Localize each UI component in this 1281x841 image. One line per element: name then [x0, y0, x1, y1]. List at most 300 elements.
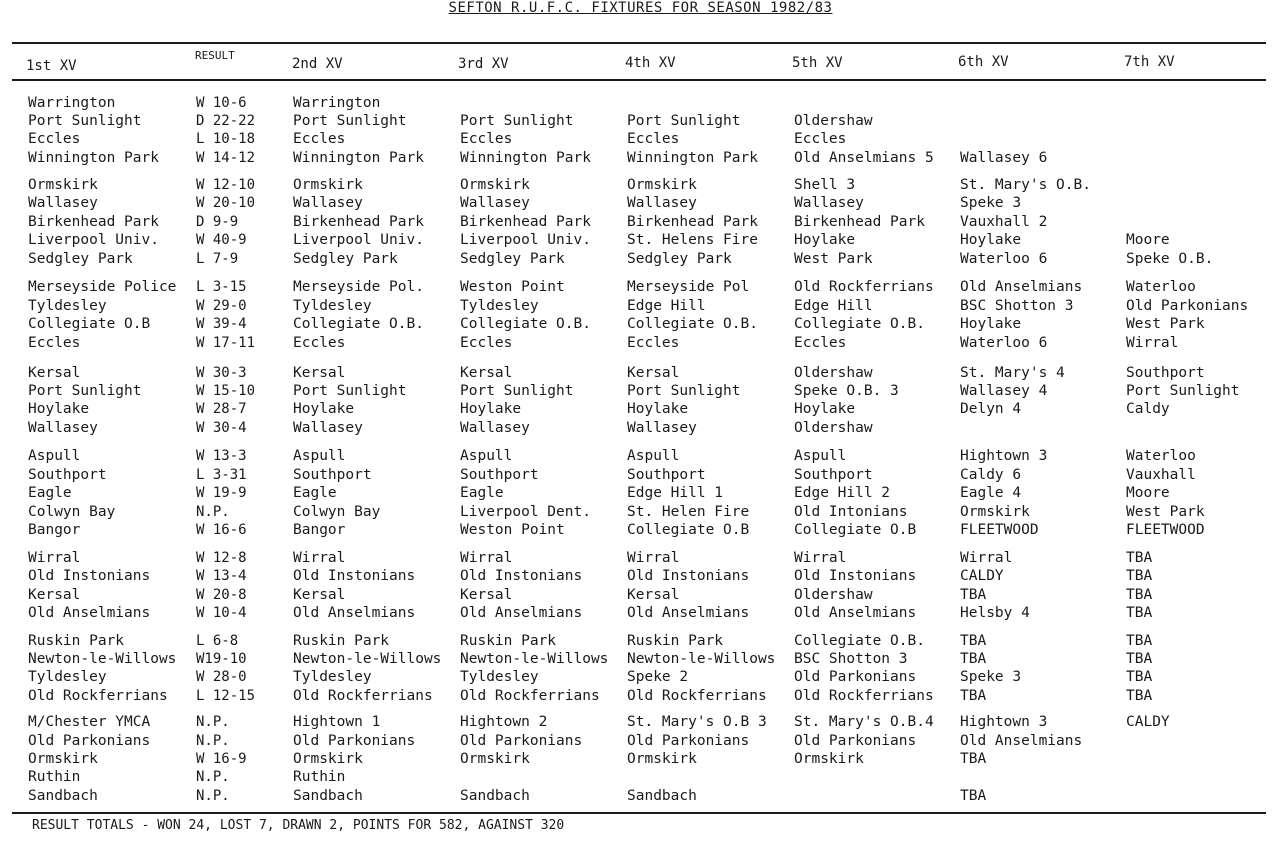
fixture-row — [0, 250, 1281, 268]
cell-first-xv: Old Anselmians — [28, 605, 151, 621]
cell-fourth-xv: Old Instonians — [627, 568, 750, 584]
cell-third-xv: Eccles — [460, 335, 513, 351]
cell-fourth-xv: Winnington Park — [627, 150, 758, 166]
cell-sixth-xv: Speke 3 — [960, 195, 1022, 211]
cell-sixth-xv: TBA — [960, 587, 987, 603]
cell-second-xv: Old Instonians — [293, 568, 416, 584]
cell-result: L 12-15 — [196, 688, 256, 704]
cell-result: W 13-3 — [196, 448, 247, 464]
cell-fifth-xv: Speke O.B. 3 — [794, 383, 899, 399]
cell-sixth-xv: CALDY — [960, 568, 1004, 584]
cell-second-xv: Kersal — [293, 365, 346, 381]
cell-second-xv: Port Sunlight — [293, 113, 407, 129]
cell-third-xv: Weston Point — [460, 279, 565, 295]
cell-result: N.P. — [196, 714, 230, 730]
cell-second-xv: Tyldesley — [293, 298, 372, 314]
cell-first-xv: Merseyside Police — [28, 279, 177, 295]
cell-fourth-xv: Port Sunlight — [627, 383, 741, 399]
cell-seventh-xv: Port Sunlight — [1126, 383, 1240, 399]
fixture-row — [0, 713, 1281, 731]
bottom-rule — [12, 812, 1266, 814]
cell-fifth-xv: Wirral — [794, 550, 847, 566]
cell-first-xv: Tyldesley — [28, 298, 107, 314]
cell-sixth-xv: Hightown 3 — [960, 448, 1048, 464]
cell-sixth-xv: TBA — [960, 633, 987, 649]
cell-fifth-xv: Old Parkonians — [794, 669, 917, 685]
cell-fifth-xv: Hoylake — [794, 232, 856, 248]
cell-second-xv: Sandbach — [293, 788, 363, 804]
cell-third-xv: Liverpool Univ. — [460, 232, 591, 248]
cell-fourth-xv: Collegiate O.B. — [627, 316, 758, 332]
cell-fourth-xv: Collegiate O.B — [627, 522, 750, 538]
cell-third-xv: Wallasey — [460, 195, 530, 211]
cell-third-xv: Tyldesley — [460, 669, 539, 685]
cell-second-xv: Winnington Park — [293, 150, 424, 166]
cell-second-xv: Liverpool Univ. — [293, 232, 424, 248]
cell-seventh-xv: TBA — [1126, 568, 1153, 584]
cell-sixth-xv: St. Mary's 4 — [960, 365, 1065, 381]
cell-fifth-xv: Old Instonians — [794, 568, 917, 584]
cell-second-xv: Eccles — [293, 335, 346, 351]
header-1st-xv: 1st XV — [26, 58, 77, 74]
cell-result: W 14-12 — [196, 150, 256, 166]
cell-first-xv: Kersal — [28, 587, 81, 603]
cell-fourth-xv: Sandbach — [627, 788, 697, 804]
cell-fourth-xv: Merseyside Pol — [627, 279, 750, 295]
cell-sixth-xv: Eagle 4 — [960, 485, 1022, 501]
fixture-row — [0, 382, 1281, 400]
cell-fourth-xv: Eccles — [627, 335, 680, 351]
cell-result: W 40-9 — [196, 232, 247, 248]
cell-second-xv: Eccles — [293, 131, 346, 147]
cell-seventh-xv: West Park — [1126, 504, 1205, 520]
cell-first-xv: Newton-le-Willows — [28, 651, 177, 667]
cell-sixth-xv: Old Anselmians — [960, 733, 1083, 749]
cell-fourth-xv: Old Parkonians — [627, 733, 750, 749]
cell-result: N.P. — [196, 788, 230, 804]
fixture-row — [0, 567, 1281, 585]
cell-fifth-xv: Shell 3 — [794, 177, 856, 193]
cell-result: W 12-8 — [196, 550, 247, 566]
cell-sixth-xv: Caldy 6 — [960, 467, 1022, 483]
cell-fifth-xv: Edge Hill 2 — [794, 485, 891, 501]
cell-sixth-xv: Hightown 3 — [960, 714, 1048, 730]
cell-fourth-xv: Birkenhead Park — [627, 214, 758, 230]
fixture-row — [0, 586, 1281, 604]
fixture-row — [0, 400, 1281, 418]
cell-result: W 16-9 — [196, 751, 247, 767]
cell-first-xv: Birkenhead Park — [28, 214, 159, 230]
cell-fourth-xv: Wallasey — [627, 195, 697, 211]
cell-first-xv: Wirral — [28, 550, 81, 566]
cell-result: D 22-22 — [196, 113, 256, 129]
cell-second-xv: Old Parkonians — [293, 733, 416, 749]
cell-seventh-xv: TBA — [1126, 633, 1153, 649]
cell-second-xv: Merseyside Pol. — [293, 279, 424, 295]
cell-fifth-xv: Hoylake — [794, 401, 856, 417]
cell-second-xv: Sedgley Park — [293, 251, 398, 267]
fixture-row — [0, 732, 1281, 750]
fixture-row — [0, 549, 1281, 567]
cell-sixth-xv: Hoylake — [960, 232, 1022, 248]
cell-seventh-xv: FLEETWOOD — [1126, 522, 1205, 538]
cell-second-xv: Warrington — [293, 95, 381, 111]
cell-fifth-xv: Oldershaw — [794, 365, 873, 381]
cell-second-xv: Collegiate O.B. — [293, 316, 424, 332]
cell-fifth-xv: BSC Shotton 3 — [794, 651, 908, 667]
cell-fourth-xv: Sedgley Park — [627, 251, 732, 267]
cell-second-xv: Tyldesley — [293, 669, 372, 685]
cell-second-xv: Hoylake — [293, 401, 355, 417]
cell-result: W 39-4 — [196, 316, 247, 332]
header-7th-xv: 7th XV — [1124, 54, 1175, 70]
cell-sixth-xv: Waterloo 6 — [960, 335, 1048, 351]
cell-sixth-xv: BSC Shotton 3 — [960, 298, 1074, 314]
fixture-row — [0, 604, 1281, 622]
cell-fourth-xv: Kersal — [627, 365, 680, 381]
cell-sixth-xv: TBA — [960, 788, 987, 804]
cell-fourth-xv: Ormskirk — [627, 177, 697, 193]
fixture-row — [0, 194, 1281, 212]
cell-seventh-xv: Moore — [1126, 485, 1170, 501]
cell-third-xv: Hightown 2 — [460, 714, 548, 730]
cell-fifth-xv: Oldershaw — [794, 587, 873, 603]
cell-third-xv: Ormskirk — [460, 177, 530, 193]
cell-fourth-xv: Edge Hill 1 — [627, 485, 724, 501]
cell-fourth-xv: Wirral — [627, 550, 680, 566]
cell-second-xv: Wallasey — [293, 420, 363, 436]
cell-second-xv: Bangor — [293, 522, 346, 538]
cell-third-xv: Eagle — [460, 485, 504, 501]
cell-result: W 13-4 — [196, 568, 247, 584]
cell-sixth-xv: TBA — [960, 688, 987, 704]
cell-fifth-xv: St. Mary's O.B.4 — [794, 714, 934, 730]
cell-fifth-xv: Aspull — [794, 448, 847, 464]
cell-sixth-xv: Delyn 4 — [960, 401, 1022, 417]
cell-second-xv: Southport — [293, 467, 372, 483]
cell-fifth-xv: Wallasey — [794, 195, 864, 211]
cell-fifth-xv: Edge Hill — [794, 298, 873, 314]
cell-seventh-xv: TBA — [1126, 550, 1153, 566]
cell-fifth-xv: Oldershaw — [794, 420, 873, 436]
cell-sixth-xv: TBA — [960, 651, 987, 667]
cell-first-xv: Collegiate O.B — [28, 316, 151, 332]
cell-first-xv: Ruthin — [28, 769, 81, 785]
cell-seventh-xv: Moore — [1126, 232, 1170, 248]
cell-sixth-xv: TBA — [960, 751, 987, 767]
cell-result: W 10-4 — [196, 605, 247, 621]
cell-sixth-xv: Helsby 4 — [960, 605, 1030, 621]
cell-result: W 29-0 — [196, 298, 247, 314]
cell-first-xv: Sedgley Park — [28, 251, 133, 267]
cell-second-xv: Colwyn Bay — [293, 504, 381, 520]
cell-first-xv: Liverpool Univ. — [28, 232, 159, 248]
cell-fourth-xv: Old Anselmians — [627, 605, 750, 621]
cell-sixth-xv: Wallasey 4 — [960, 383, 1048, 399]
cell-seventh-xv: TBA — [1126, 587, 1153, 603]
cell-third-xv: Eccles — [460, 131, 513, 147]
fixture-row — [0, 503, 1281, 521]
cell-second-xv: Port Sunlight — [293, 383, 407, 399]
cell-result: L 3-31 — [196, 467, 247, 483]
cell-third-xv: Kersal — [460, 587, 513, 603]
cell-sixth-xv: St. Mary's O.B. — [960, 177, 1091, 193]
header-3rd-xv: 3rd XV — [458, 56, 509, 72]
fixture-row — [0, 278, 1281, 296]
cell-sixth-xv: Waterloo 6 — [960, 251, 1048, 267]
cell-seventh-xv: TBA — [1126, 605, 1153, 621]
cell-sixth-xv: Vauxhall 2 — [960, 214, 1048, 230]
cell-third-xv: Old Parkonians — [460, 733, 583, 749]
cell-result: W 10-6 — [196, 95, 247, 111]
fixture-row — [0, 466, 1281, 484]
cell-third-xv: Newton-le-Willows — [460, 651, 609, 667]
cell-third-xv: Wirral — [460, 550, 513, 566]
cell-first-xv: Hoylake — [28, 401, 90, 417]
cell-fourth-xv: St. Helens Fire — [627, 232, 758, 248]
cell-fourth-xv: Eccles — [627, 131, 680, 147]
cell-third-xv: Port Sunlight — [460, 113, 574, 129]
cell-result: L 6-8 — [196, 633, 239, 649]
cell-fourth-xv: Newton-le-Willows — [627, 651, 776, 667]
cell-fifth-xv: Old Rockferrians — [794, 279, 934, 295]
cell-result: D 9-9 — [196, 214, 239, 230]
cell-result: W 17-11 — [196, 335, 256, 351]
cell-seventh-xv: Waterloo — [1126, 448, 1196, 464]
fixture-row — [0, 130, 1281, 148]
cell-seventh-xv: TBA — [1126, 688, 1153, 704]
header-6th-xv: 6th XV — [958, 54, 1009, 70]
cell-fourth-xv: St. Helen Fire — [627, 504, 750, 520]
cell-seventh-xv: Speke O.B. — [1126, 251, 1214, 267]
cell-third-xv: Sedgley Park — [460, 251, 565, 267]
cell-fourth-xv: Old Rockferrians — [627, 688, 767, 704]
fixture-row — [0, 94, 1281, 112]
cell-fourth-xv: Ruskin Park — [627, 633, 724, 649]
cell-third-xv: Hoylake — [460, 401, 522, 417]
cell-third-xv: Ormskirk — [460, 751, 530, 767]
cell-third-xv: Liverpool Dent. — [460, 504, 591, 520]
cell-second-xv: Ruthin — [293, 769, 346, 785]
cell-seventh-xv: Southport — [1126, 365, 1205, 381]
cell-first-xv: Bangor — [28, 522, 81, 538]
cell-result: W19-10 — [196, 651, 247, 667]
cell-result: W 16-6 — [196, 522, 247, 538]
fixture-row — [0, 447, 1281, 465]
cell-fifth-xv: Collegiate O.B. — [794, 633, 925, 649]
fixture-row — [0, 213, 1281, 231]
cell-first-xv: Port Sunlight — [28, 383, 142, 399]
cell-result: N.P. — [196, 769, 230, 785]
cell-third-xv: Tyldesley — [460, 298, 539, 314]
fixture-row — [0, 419, 1281, 437]
cell-fourth-xv: Southport — [627, 467, 706, 483]
cell-result: N.P. — [196, 504, 230, 520]
cell-result: W 30-3 — [196, 365, 247, 381]
cell-seventh-xv: Old Parkonians — [1126, 298, 1249, 314]
fixture-row — [0, 750, 1281, 768]
cell-sixth-xv: FLEETWOOD — [960, 522, 1039, 538]
cell-second-xv: Old Anselmians — [293, 605, 416, 621]
fixture-row — [0, 484, 1281, 502]
cell-second-xv: Birkenhead Park — [293, 214, 424, 230]
cell-fifth-xv: Old Intonians — [794, 504, 908, 520]
cell-first-xv: Old Rockferrians — [28, 688, 168, 704]
cell-third-xv: Old Instonians — [460, 568, 583, 584]
cell-seventh-xv: CALDY — [1126, 714, 1170, 730]
cell-first-xv: Southport — [28, 467, 107, 483]
fixture-row — [0, 176, 1281, 194]
cell-third-xv: Collegiate O.B. — [460, 316, 591, 332]
cell-result: N.P. — [196, 733, 230, 749]
cell-result: W 28-7 — [196, 401, 247, 417]
cell-third-xv: Kersal — [460, 365, 513, 381]
cell-fourth-xv: Kersal — [627, 587, 680, 603]
cell-first-xv: Old Instonians — [28, 568, 151, 584]
fixture-row — [0, 668, 1281, 686]
document-title: SEFTON R.U.F.C. FIXTURES FOR SEASON 1982/83 — [448, 0, 833, 16]
cell-result: L 3-15 — [196, 279, 247, 295]
cell-first-xv: Kersal — [28, 365, 81, 381]
cell-fifth-xv: Old Parkonians — [794, 733, 917, 749]
fixture-row — [0, 112, 1281, 130]
cell-fifth-xv: West Park — [794, 251, 873, 267]
cell-fifth-xv: Southport — [794, 467, 873, 483]
cell-fifth-xv: Collegiate O.B. — [794, 316, 925, 332]
cell-seventh-xv: TBA — [1126, 669, 1153, 685]
cell-second-xv: Wallasey — [293, 195, 363, 211]
cell-seventh-xv: Wirral — [1126, 335, 1179, 351]
cell-second-xv: Hightown 1 — [293, 714, 381, 730]
cell-result: W 19-9 — [196, 485, 247, 501]
fixture-row — [0, 768, 1281, 786]
header-5th-xv: 5th XV — [792, 55, 843, 71]
cell-fourth-xv: St. Mary's O.B 3 — [627, 714, 767, 730]
cell-second-xv: Newton-le-Willows — [293, 651, 442, 667]
fixture-row — [0, 364, 1281, 382]
cell-third-xv: Sandbach — [460, 788, 530, 804]
cell-sixth-xv: Hoylake — [960, 316, 1022, 332]
cell-third-xv: Southport — [460, 467, 539, 483]
cell-result: L 7-9 — [196, 251, 239, 267]
cell-fifth-xv: Eccles — [794, 335, 847, 351]
header-rule — [12, 79, 1266, 81]
cell-second-xv: Ormskirk — [293, 177, 363, 193]
cell-fourth-xv: Hoylake — [627, 401, 689, 417]
cell-first-xv: Wallasey — [28, 195, 98, 211]
cell-first-xv: Eagle — [28, 485, 72, 501]
cell-fifth-xv: Ormskirk — [794, 751, 864, 767]
cell-fourth-xv: Aspull — [627, 448, 680, 464]
cell-first-xv: M/Chester YMCA — [28, 714, 151, 730]
fixture-row — [0, 334, 1281, 352]
cell-sixth-xv: Old Anselmians — [960, 279, 1083, 295]
cell-second-xv: Aspull — [293, 448, 346, 464]
fixture-row — [0, 632, 1281, 650]
cell-second-xv: Old Rockferrians — [293, 688, 433, 704]
fixture-row — [0, 650, 1281, 668]
fixture-row — [0, 297, 1281, 315]
cell-second-xv: Ruskin Park — [293, 633, 390, 649]
cell-result: W 12-10 — [196, 177, 256, 193]
fixture-row — [0, 149, 1281, 167]
cell-seventh-xv: West Park — [1126, 316, 1205, 332]
cell-fourth-xv: Edge Hill — [627, 298, 706, 314]
header-result: RESULT — [195, 49, 235, 62]
cell-fourth-xv: Wallasey — [627, 420, 697, 436]
cell-first-xv: Old Parkonians — [28, 733, 151, 749]
cell-result: W 20-8 — [196, 587, 247, 603]
cell-seventh-xv: TBA — [1126, 651, 1153, 667]
cell-third-xv: Weston Point — [460, 522, 565, 538]
cell-fourth-xv: Speke 2 — [627, 669, 689, 685]
result-totals: RESULT TOTALS - WON 24, LOST 7, DRAWN 2, POINTS FOR 582, AGAINST 320 — [32, 818, 565, 833]
cell-first-xv: Ormskirk — [28, 751, 98, 767]
cell-fifth-xv: Old Rockferrians — [794, 688, 934, 704]
top-rule — [12, 42, 1266, 44]
cell-result: W 20-10 — [196, 195, 256, 211]
cell-second-xv: Ormskirk — [293, 751, 363, 767]
fixture-row — [0, 315, 1281, 333]
cell-first-xv: Eccles — [28, 131, 81, 147]
fixture-row — [0, 787, 1281, 805]
fixture-row — [0, 231, 1281, 249]
cell-second-xv: Eagle — [293, 485, 337, 501]
cell-third-xv: Port Sunlight — [460, 383, 574, 399]
cell-fifth-xv: Collegiate O.B — [794, 522, 917, 538]
cell-first-xv: Ruskin Park — [28, 633, 125, 649]
cell-first-xv: Winnington Park — [28, 150, 159, 166]
cell-first-xv: Warrington — [28, 95, 116, 111]
fixture-row — [0, 521, 1281, 539]
cell-first-xv: Aspull — [28, 448, 81, 464]
cell-seventh-xv: Caldy — [1126, 401, 1170, 417]
cell-first-xv: Tyldesley — [28, 669, 107, 685]
cell-result: W 15-10 — [196, 383, 256, 399]
cell-third-xv: Old Rockferrians — [460, 688, 600, 704]
cell-first-xv: Ormskirk — [28, 177, 98, 193]
header-2nd-xv: 2nd XV — [292, 56, 343, 72]
cell-third-xv: Birkenhead Park — [460, 214, 591, 230]
cell-second-xv: Wirral — [293, 550, 346, 566]
cell-fifth-xv: Old Anselmians 5 — [794, 150, 934, 166]
cell-third-xv: Aspull — [460, 448, 513, 464]
cell-first-xv: Eccles — [28, 335, 81, 351]
cell-sixth-xv: Wallasey 6 — [960, 150, 1048, 166]
cell-third-xv: Winnington Park — [460, 150, 591, 166]
cell-second-xv: Kersal — [293, 587, 346, 603]
cell-third-xv: Old Anselmians — [460, 605, 583, 621]
cell-seventh-xv: Vauxhall — [1126, 467, 1196, 483]
cell-fifth-xv: Oldershaw — [794, 113, 873, 129]
cell-result: W 28-0 — [196, 669, 247, 685]
cell-sixth-xv: Speke 3 — [960, 669, 1022, 685]
header-4th-xv: 4th XV — [625, 55, 676, 71]
cell-sixth-xv: Ormskirk — [960, 504, 1030, 520]
cell-first-xv: Port Sunlight — [28, 113, 142, 129]
cell-seventh-xv: Waterloo — [1126, 279, 1196, 295]
cell-sixth-xv: Wirral — [960, 550, 1013, 566]
cell-fourth-xv: Port Sunlight — [627, 113, 741, 129]
cell-result: L 10-18 — [196, 131, 256, 147]
cell-result: W 30-4 — [196, 420, 247, 436]
cell-third-xv: Wallasey — [460, 420, 530, 436]
cell-fifth-xv: Old Anselmians — [794, 605, 917, 621]
cell-fourth-xv: Ormskirk — [627, 751, 697, 767]
cell-fifth-xv: Eccles — [794, 131, 847, 147]
cell-first-xv: Colwyn Bay — [28, 504, 116, 520]
cell-first-xv: Sandbach — [28, 788, 98, 804]
